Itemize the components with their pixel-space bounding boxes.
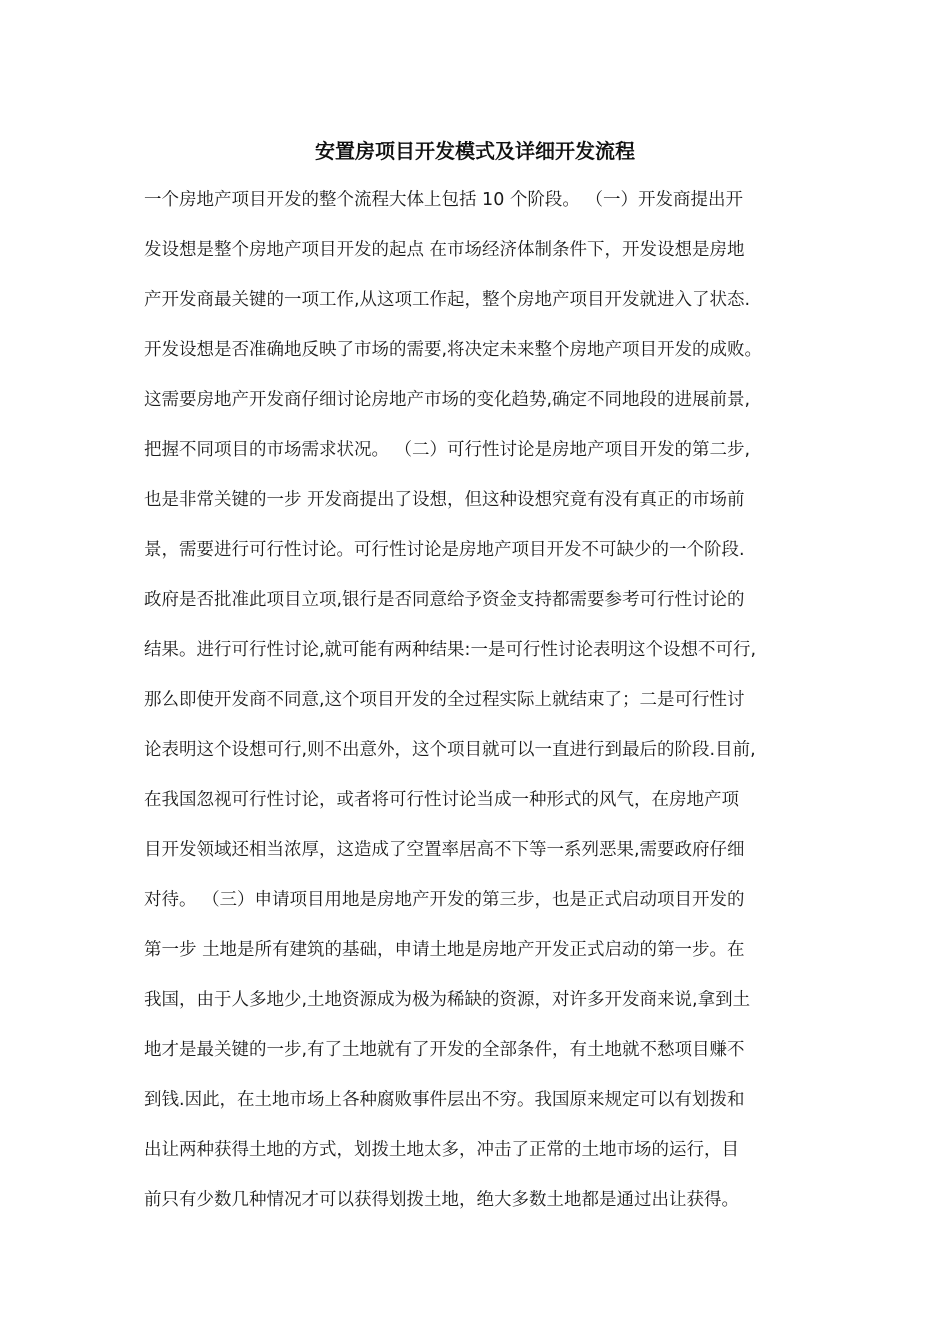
body-line: 第一步 土地是所有建筑的基础，申请土地是房地产开发正式启动的第一步。在 <box>144 940 745 960</box>
body-line: 把握不同项目的市场需求状况。 （二）可行性讨论是房地产项目开发的第二步, <box>144 440 751 460</box>
body-line: 那么即使开发商不同意,这个项目开发的全过程实际上就结束了；二是可行性讨 <box>144 690 745 710</box>
body-line: 一个房地产项目开发的整个流程大体上包括 10 个阶段。 （一）开发商提出开 <box>144 190 743 210</box>
body-line: 在我国忽视可行性讨论，或者将可行性讨论当成一种形式的风气，在房地产项 <box>144 790 739 810</box>
body-line: 目开发领域还相当浓厚，这造成了空置率居高不下等一系列恶果,需要政府仔细 <box>144 840 745 860</box>
body-line: 出让两种获得土地的方式，划拨土地太多，冲击了正常的土地市场的运行，目 <box>144 1140 739 1160</box>
body-line: 到钱.因此，在土地市场上各种腐败事件层出不穷。我国原来规定可以有划拨和 <box>144 1090 745 1110</box>
body-line: 产开发商最关键的一项工作,从这项工作起，整个房地产项目开发就进入了状态. <box>144 290 751 310</box>
body-line: 前只有少数几种情况才可以获得划拨土地，绝大多数土地都是通过出让获得。 <box>144 1190 739 1210</box>
document-title: 安置房项目开发模式及详细开发流程 <box>315 139 635 163</box>
body-line: 景，需要进行可行性讨论。可行性讨论是房地产项目开发不可缺少的一个阶段. <box>144 540 745 560</box>
body-line: 我国，由于人多地少,土地资源成为极为稀缺的资源，对许多开发商来说,拿到土 <box>144 990 751 1010</box>
body-line: 结果。进行可行性讨论,就可能有两种结果:一是可行性讨论表明这个设想不可行, <box>144 640 757 660</box>
body-line: 发设想是整个房地产项目开发的起点 在市场经济体制条件下，开发设想是房地 <box>144 240 745 260</box>
body-line: 政府是否批准此项目立项,银行是否同意给予资金支持都需要参考可行性讨论的 <box>144 590 745 610</box>
body-line: 这需要房地产开发商仔细讨论房地产市场的变化趋势,确定不同地段的进展前景, <box>144 390 751 410</box>
body-line: 也是非常关键的一步 开发商提出了设想，但这种设想究竟有没有真正的市场前 <box>144 490 745 510</box>
body-line: 地才是最关键的一步,有了土地就有了开发的全部条件，有土地就不愁项目赚不 <box>144 1040 745 1060</box>
body-line: 对待。 （三）申请项目用地是房地产开发的第三步，也是正式启动项目开发的 <box>144 890 745 910</box>
body-line: 开发设想是否准确地反映了市场的需要,将决定未来整个房地产项目开发的成败。 <box>144 340 763 360</box>
body-line: 论表明这个设想可行,则不出意外，这个项目就可以一直进行到最后的阶段.目前, <box>144 740 756 760</box>
